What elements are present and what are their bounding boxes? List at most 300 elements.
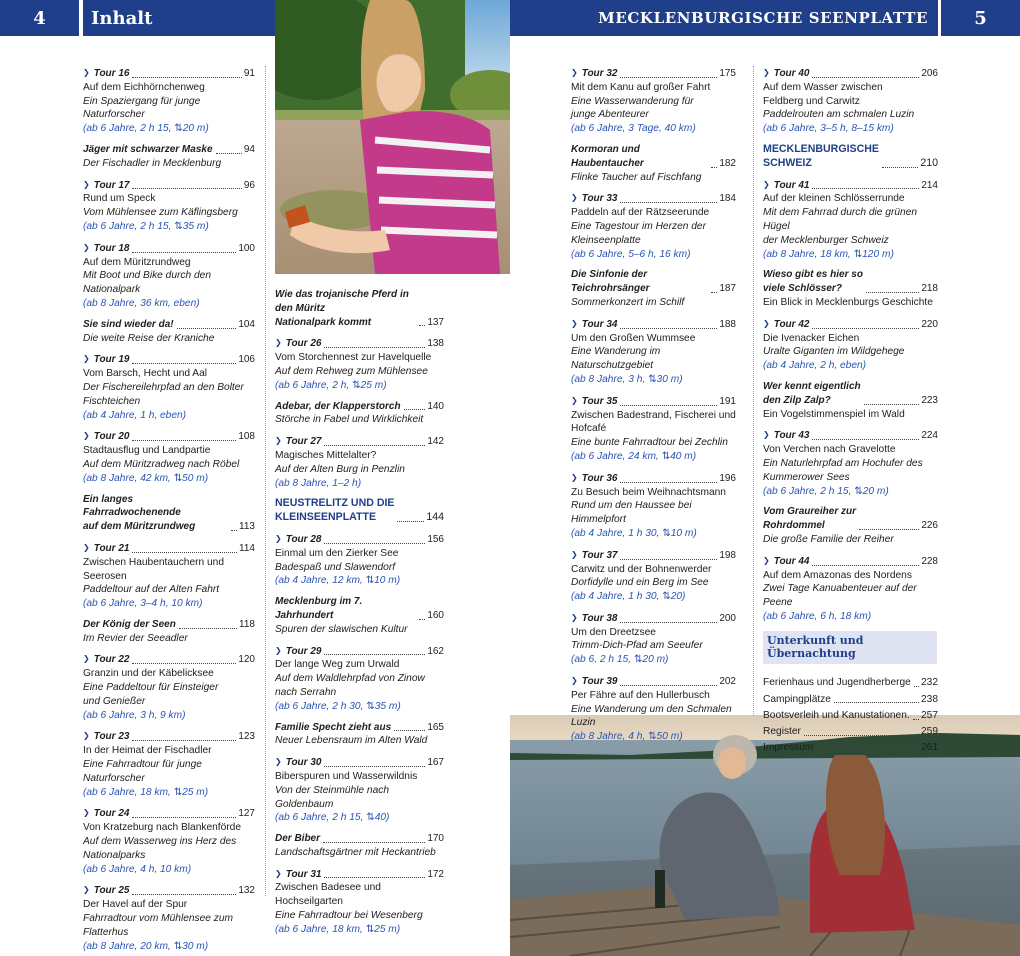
entry-description: Mit dem Kanu auf großer Fahrt [571,81,711,93]
page-number: 96 [243,179,255,191]
leader-dots [711,292,717,293]
toc-entry[interactable] [571,611,736,667]
tour-title [571,471,736,486]
feature-title [275,288,444,329]
entry-subtitle: Der Fischadler in Mecklenburg [83,157,222,169]
leader-dots [859,529,919,530]
entry-subtitle: Auf dem Müritzradweg nach Röbel [83,458,240,470]
entry-subtitle: Landschaftsgärtner mit Heckantrieb [275,846,436,858]
leader-dots [397,521,424,522]
toc-entry[interactable] [763,66,938,136]
entry-details: (ab 6 Jahre, 3–5 h, 8–15 km) [763,123,894,135]
tour-title [83,178,255,193]
entry-title: Mecklenburg im 7. Jahrhundert [275,596,363,621]
entry-details: (ab 6 Jahre, 4 h, 10 km) [83,863,192,875]
entry-title: ❯ Tour 33 [571,191,617,206]
entry-details: (ab 8 Jahre, 4 h, ⇅50 m) [571,731,683,743]
entry-description: Der Havel auf der Spur [83,899,188,911]
tour-title [571,548,736,563]
page-number: 106 [238,354,255,366]
toc-entry[interactable] [571,191,736,261]
entry-title: ❯ Tour 28 [275,532,321,547]
feature-title [763,505,938,533]
entry-title: Wieso gibt es hier so viele Schlösser? [763,269,863,295]
entry-subtitle: Auf der Alten Burg in Penzlin [275,463,405,475]
entry-details: (ab 4 Jahre, 1 h, eben) [83,409,187,421]
toc-column-4 [763,66,938,758]
entry-description: Auf dem Müritzrundweg [83,256,191,268]
entry-description: Zwischen Badesee und Hochseilgarten [275,882,381,908]
tour-title [571,394,736,409]
leader-dots [812,77,919,78]
leader-dots [324,654,425,655]
entry-title: ❯ Tour 17 [83,178,129,193]
page-number: 259 [921,726,938,738]
toc-entry[interactable] [83,618,255,646]
entry-title: ❯ Tour 32 [571,66,617,81]
toc-entry[interactable] [763,317,938,373]
entry-subtitle: Auf dem Wasserweg ins Herz des Nationalparks [83,836,237,861]
entry-description: Zu Besuch beim Weihnachtsmann [571,486,726,498]
leader-dots [216,153,242,154]
toc-column-3 [571,66,736,751]
leader-dots [231,530,237,531]
entry-details: (ab 4 Jahre, 2 h, eben) [763,360,867,372]
toc-entry[interactable] [763,428,938,498]
page-number: 187 [719,283,736,295]
leader-dots [834,702,919,703]
entry-description: Vom Storchennest zur Havelquelle [275,352,432,364]
feature-title [83,493,255,534]
tour-title [763,317,938,332]
entry-subtitle: Mit Boot und Bike durch den Nationalpark [83,270,211,296]
toc-entry[interactable] [763,380,938,421]
tour-title [763,66,938,81]
leader-dots [620,559,717,560]
page-number: 220 [921,318,938,330]
section-heading [763,143,938,171]
entry-subtitle: Die große Familie der Reiher [763,533,894,545]
toc-entry[interactable] [275,336,444,392]
toc-entry[interactable] [571,268,736,309]
entry-subtitle: Dorfidylle und ein Berg im See [571,577,709,589]
toc-entry[interactable] [275,400,444,428]
leader-dots [866,292,919,293]
entry-subtitle: Eine Fahrradtour bei Wesenberg [275,910,423,922]
entry-title: Wie das trojanische Pferd in den Müritz Nationalpark kommt [275,289,409,328]
entry-title: ❯ Tour 35 [571,394,617,409]
entry-subtitle: Eine bunte Fahrradtour bei Zechlin [571,437,728,449]
entry-description: Zwischen Haubentauchern und Seerosen [83,556,225,582]
leader-dots [914,686,919,687]
page-number: 108 [238,431,255,443]
page-number: 144 [426,511,444,524]
entry-subtitle: Auf dem Waldlehrpfad von Zinow nach Serrahn [275,673,425,698]
toc-entry[interactable] [571,394,736,464]
toc-entry[interactable] [83,493,255,534]
page-number: 160 [427,609,444,621]
page-number: 142 [427,436,444,448]
entry-details: (ab 4 Jahre, 1 h 30, ⇅10 m) [571,527,697,539]
appendix-label: Ferienhaus und Jugendherberge [763,677,911,689]
page-number: 257 [921,709,938,721]
leader-dots [132,817,236,818]
entry-description: Um den Großen Wummsee [571,332,696,344]
toc-entry[interactable] [275,595,444,636]
entry-subtitle: Neuer Lebensraum im Alten Wald [275,735,428,747]
leader-dots [132,77,241,78]
feature-title [571,143,736,171]
page-number: 170 [427,833,444,845]
feature-title [275,721,444,735]
entry-title: Die Sinfonie der Teichrohrsänger [571,269,650,295]
entry-title: ❯ Tour 38 [571,611,617,626]
leader-dots [419,619,425,620]
entry-subtitle: Paddelrouten am schmalen Luzin [763,109,915,121]
entry-title: ❯ Tour 41 [763,178,809,193]
entry-subtitle: Fahrradtour vom Mühlensee zum Flatterhus [83,913,234,938]
entry-title: ❯ Tour 30 [275,755,321,770]
entry-description: In der Heimat der Fischadler [83,745,212,757]
tour-title [571,191,736,206]
page-number: 214 [921,179,938,191]
appendix-item[interactable] [763,741,938,755]
leader-dots [132,740,236,741]
toc-column-1 [83,66,255,956]
leader-dots [324,445,425,446]
page-number: 123 [238,731,255,743]
leader-dots [132,188,241,189]
entry-details: (ab 6 Jahre, 24 km, ⇅40 m) [571,450,697,462]
entry-title: ❯ Tour 44 [763,554,809,569]
entry-title: Ein langes Fahrradwochenende auf dem Müritzrundweg [83,493,196,533]
page-number: 132 [238,885,255,897]
page-number: 167 [427,757,444,769]
section-title: MECKLENBURGISCHE SCHWEIZ [763,142,879,169]
toc-entry[interactable] [571,317,736,387]
toc-entry[interactable] [83,652,255,722]
tour-title [83,66,255,81]
tour-title [571,66,736,81]
page-number: 206 [921,68,938,79]
entry-description: Einmal um den Zierker See [275,547,399,559]
toc-entry[interactable] [763,268,938,309]
entry-details: (ab 6 Jahre, 2 h 15, ⇅20 m) [763,485,889,497]
entry-subtitle: Eine Wanderung im Naturschutzgebiet [571,346,661,372]
toc-entry[interactable] [571,548,736,604]
page-number: 156 [427,533,444,545]
toc-entry[interactable] [275,434,444,490]
tour-title [83,241,255,256]
entry-title: ❯ Tour 43 [763,428,809,443]
entry-description: Stadtausflug und Landpartie [83,445,211,457]
leader-dots [323,842,425,843]
entry-subtitle: Die weite Reise der Kraniche [83,332,215,344]
leader-dots [324,347,425,348]
leader-dots [324,877,425,878]
feature-title [275,400,444,414]
leader-dots [324,543,425,544]
page-title-inhalt: Inhalt [83,0,275,36]
entry-title: Der Biber [275,833,321,845]
tour-title [763,428,938,443]
entry-details: (ab 6 Jahre, 2 h 15, ⇅20 m) [83,123,209,135]
entry-details: (ab 4 Jahre, 12 km, ⇅10 m) [275,575,401,587]
toc-entry[interactable] [275,755,444,825]
toc-entry[interactable] [83,66,255,136]
entry-details: (ab 4 Jahre, 1 h 30, ⇅20) [571,591,686,603]
page-number: 118 [239,618,255,630]
entry-subtitle: Der Fischereilehrpfad an den Bolter Fischteichen [83,381,244,407]
toc-entry[interactable] [275,532,444,588]
toc-entry[interactable] [83,429,255,485]
page-number: 200 [719,612,736,624]
tour-title [83,729,255,744]
page-number: 184 [719,193,736,205]
entry-description: Um den Dreetzsee [571,626,656,638]
page-number: 228 [921,555,938,567]
leader-dots [132,894,236,895]
entry-title: ❯ Tour 34 [571,317,617,332]
page-number: 138 [427,338,444,350]
tour-title [275,644,444,659]
leader-dots [132,440,236,441]
entry-description: Magisches Mittelalter? [275,449,377,461]
page-number: 196 [719,472,736,484]
toc-entry[interactable] [83,352,255,422]
entry-title: ❯ Tour 27 [275,434,321,449]
toc-entry[interactable] [763,143,938,171]
toc-entry[interactable] [83,143,255,171]
leader-dots [179,628,237,629]
toc-entry[interactable] [571,471,736,541]
entry-subtitle: Flinke Taucher auf Fischfang [571,171,702,183]
entry-title: ❯ Tour 16 [83,66,129,81]
toc-entry[interactable] [763,554,938,624]
entry-subtitle: Eine Fahrradtour für junge Naturforscher [83,759,202,784]
leader-dots [711,167,717,168]
tour-title [571,317,736,332]
entry-description: Rund um Speck [83,193,156,205]
leader-dots [812,328,919,329]
entry-description: Der lange Weg zum Urwald [275,659,400,671]
entry-details: (ab 8 Jahre, 20 km, ⇅30 m) [83,940,209,952]
column-divider [265,66,266,896]
page-number: 172 [427,868,444,880]
toc-entry[interactable] [275,497,444,525]
entry-details: (ab 8 Jahre, 18 km, ⇅120 m) [763,248,894,260]
entry-details: (ab 6 Jahre, 6 h, 18 km) [763,610,872,622]
entry-details: (ab 8 Jahre, 42 km, ⇅50 m) [83,472,209,484]
entry-subtitle: Auf dem Rehweg zum Mühlensee [275,365,428,377]
page-number: 191 [719,395,736,407]
entry-subtitle: Eine Tagestour im Herzen der Kleinseenplatte [571,220,706,246]
entry-title: ❯ Tour 40 [763,66,809,81]
appendix-label: Impressum [763,742,814,754]
page-number: 104 [238,318,255,330]
entry-details: (ab 6 Jahre, 18 km, ⇅25 m) [83,786,209,798]
entry-details: (ab 6 Jahre, 2 h 30, ⇅35 m) [275,700,401,712]
entry-description: Ein Vogelstimmenspiel im Wald [763,408,905,420]
entry-description: Auf dem Amazonas des Nordens [763,569,912,581]
page-number: 165 [427,721,444,733]
entry-details: (ab 6 Jahre, 2 h 15, ⇅40) [275,812,390,824]
toc-entry[interactable] [83,178,255,234]
leader-dots [404,409,426,410]
entry-subtitle: Von der Steinmühle nach Goldenbaum [275,784,390,810]
entry-details: (ab 6 Jahre, 18 km, ⇅25 m) [275,923,401,935]
toc-entry[interactable] [275,644,444,714]
toc-entry[interactable] [83,241,255,311]
toc-entry[interactable] [83,806,255,876]
entry-description: Auf dem Eichhörnchenweg [83,81,205,93]
page-number: 224 [921,430,938,442]
feature-title [571,268,736,296]
tour-title [83,652,255,667]
entry-title: Kormoran und Haubentaucher [571,143,644,169]
toc-entry[interactable] [571,674,736,744]
leader-dots [913,719,919,720]
toc-entry[interactable] [275,867,444,937]
entry-description: Von Kratzeburg nach Blankenförde [83,822,242,834]
entry-subtitle: Störche in Fabel und Wirklichkeit [275,414,424,426]
toc-entry[interactable] [763,178,938,262]
entry-description: Granzin und der Käbelicksee [83,668,214,680]
entry-description: Zwischen Badestrand, Fischerei und Hofcafé [571,409,736,435]
leader-dots [419,325,425,326]
tour-title [275,755,444,770]
entry-title: ❯ Tour 31 [275,867,321,882]
page-number: 162 [427,645,444,657]
appendix-item[interactable] [763,693,938,707]
entry-description: Auf dem Wasser zwischen Feldberg und Carwitz [763,81,883,107]
entry-title: ❯ Tour 25 [83,883,129,898]
leader-dots [324,766,425,767]
toc-entry[interactable] [83,883,255,953]
toc-entry[interactable] [275,832,444,860]
entry-subtitle: Sommerkonzert im Schilf [571,296,685,308]
entry-title: ❯ Tour 20 [83,429,129,444]
leader-dots [394,730,425,731]
entry-subtitle: Zwei Tage Kanuabenteuer auf der Peene [763,583,917,609]
tour-title [275,532,444,547]
toc-entry[interactable] [763,505,938,546]
leader-dots [620,622,717,623]
left-page-number: 4 [0,0,79,36]
tour-title [83,352,255,367]
leader-dots [620,405,717,406]
chapter-title: MECKLENBURGISCHE SEENPLATTE [510,0,938,36]
leader-dots [812,188,919,189]
page-number: 137 [427,316,444,328]
entry-details: (ab 6 Jahre, 5–6 h, 16 km) [571,248,691,260]
page-number: 218 [921,283,938,295]
leader-dots [882,167,918,168]
entry-description: Per Fähre auf den Hullerbusch [571,689,710,701]
page-number: 100 [238,242,255,254]
entry-description: Biberspuren und Wasserwildnis [275,770,418,782]
entry-subtitle: Spuren der slawischen Kultur [275,623,408,635]
appendix-item[interactable] [763,725,938,739]
entry-title: Jäger mit schwarzer Maske [83,143,213,155]
toc-entry[interactable] [275,721,444,749]
page-number: 94 [243,143,255,155]
tour-title [763,554,938,569]
entry-subtitle: Eine Paddeltour für Einsteiger und Genießer [83,682,219,707]
page-number: 210 [920,156,938,169]
entry-subtitle: Trimm-Dich-Pfad am Seeufer [571,640,703,652]
photo-girl-with-butterfly [275,0,510,274]
appendix-item[interactable] [763,709,938,723]
tour-title [83,429,255,444]
page-number: 226 [921,520,938,532]
toc-entry[interactable] [571,66,736,136]
appendix-label: Campingplätze [763,693,831,705]
appendix-item[interactable] [763,676,938,690]
feature-title [275,595,444,623]
leader-dots [132,552,237,553]
page-number: 120 [238,654,255,666]
right-page-number: 5 [941,0,1020,36]
appendix-label: Register [763,726,801,738]
appendix-heading: Unterkunft und Übernachtung [763,631,937,665]
entry-subtitle: Ein Spaziergang für junge Naturforscher [83,95,201,121]
appendix-list [763,676,938,755]
entry-details: (ab 6 Jahre, 3 Tage, 40 km) [571,123,696,135]
toc-entry[interactable] [83,318,255,346]
entry-title: ❯ Tour 37 [571,548,617,563]
toc-entry[interactable] [83,729,255,799]
feature-title [275,832,444,846]
page-number: 114 [239,542,255,554]
toc-entry[interactable] [275,288,444,329]
page-number: 238 [921,693,938,705]
page-number: 113 [239,521,255,533]
tour-title [83,541,255,556]
entry-subtitle: Mit dem Fahrrad durch die grünen Hügel der Mecklenburger Schweiz [763,207,918,246]
entry-title: Familie Specht zieht aus [275,721,392,733]
entry-description: Carwitz und der Bohnenwerder [571,563,712,575]
page-number: 188 [719,318,736,330]
section-heading [275,497,444,525]
column-divider [753,66,754,716]
toc-entry[interactable] [571,143,736,184]
entry-details: (ab 6 Jahre, 2 h 15, ⇅35 m) [83,220,209,232]
tour-title [275,434,444,449]
page-number: 140 [427,400,444,412]
page-number: 232 [921,677,938,689]
entry-title: ❯ Tour 22 [83,652,129,667]
toc-entry[interactable] [83,541,255,611]
feature-title [763,268,938,296]
entry-title: ❯ Tour 26 [275,336,321,351]
entry-details: (ab 6 Jahre, 2 h, ⇅25 m) [275,379,387,391]
entry-title: Vom Graureiher zur Rohrdommel [763,506,856,532]
tour-title [275,336,444,351]
leader-dots [620,202,717,203]
entry-title: ❯ Tour 42 [763,317,809,332]
entry-title: ❯ Tour 18 [83,241,129,256]
leader-dots [132,663,236,664]
tour-title [83,806,255,821]
entry-subtitle: Rund um den Haussee bei Himmelpfort [571,500,692,526]
entry-subtitle: Eine Wasserwanderung für junge Abenteurer [571,95,694,121]
leader-dots [132,363,236,364]
entry-title: Sie sind wieder da! [83,318,174,330]
entry-subtitle: Vom Mühlensee zum Käflingsberg [83,207,238,219]
toc-column-2 [275,288,444,944]
entry-details: (ab 8 Jahre, 3 h, ⇅30 m) [571,373,683,385]
